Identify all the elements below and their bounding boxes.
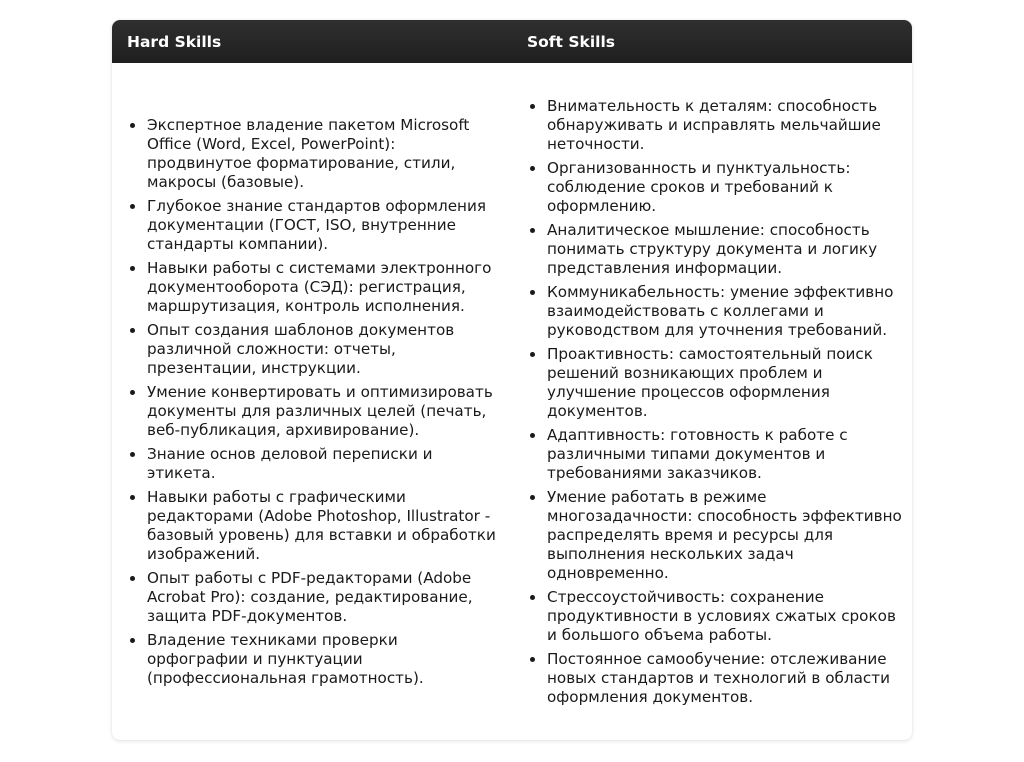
hard-skills-column [112,63,512,740]
list-item: Аналитическое мышление: способность понимать структуру документа и логику представления информации. [547,221,902,278]
list-item: Организованность и пунктуальность: соблюдение сроков и требований к оформлению. [547,159,902,216]
list-item: Стрессоустойчивость: сохранение продуктивности в условиях сжатых сроков и большого объема работы. [547,588,902,645]
list-item: Знание основ деловой переписки и этикета. [147,445,502,483]
list-item: Умение конвертировать и оптимизировать документы для различных целей (печать, веб-публикация, архивирование). [147,383,502,440]
list-item: Владение техниками проверки орфографии и пунктуации (профессиональная грамотность). [147,631,502,688]
header-soft-skills: Soft Skills [527,32,615,51]
list-item: Коммуникабельность: умение эффективно взаимодействовать с коллегами и руководством для уточнения требований. [547,283,902,340]
soft-skills-list [512,97,912,707]
list-item: Проактивность: самостоятельный поиск решений возникающих проблем и улучшение процессов оформления документов. [547,345,902,421]
list-item: Экспертное владение пакетом Microsoft Office (Word, Excel, PowerPoint): продвинутое форматирование, стили, макросы (базовые). [147,116,502,192]
list-item: Опыт работы с PDF-редакторами (Adobe Acrobat Pro): создание, редактирование, защита PDF-документов. [147,569,502,626]
table-header [112,20,912,63]
list-item: Постоянное самообучение: отслеживание новых стандартов и технологий в области оформления документов. [547,650,902,707]
list-item: Внимательность к деталям: способность обнаруживать и исправлять мельчайшие неточности. [547,97,902,154]
list-item: Навыки работы с системами электронного документооборота (СЭД): регистрация, маршрутизация, контроль исполнения. [147,259,502,316]
table-body [112,63,912,740]
skills-table [112,20,912,740]
list-item: Навыки работы с графическими редакторами (Adobe Photoshop, Illustrator - базовый уровень) для вставки и обработки изображений. [147,488,502,564]
list-item: Умение работать в режиме многозадачности: способность эффективно распределять время и ресурсы для выполнения нескольких задач одновременно. [547,487,902,582]
hard-skills-list [112,116,512,688]
header-hard-skills: Hard Skills [127,32,222,51]
soft-skills-column [512,63,912,740]
list-item: Глубокое знание стандартов оформления документации (ГОСТ, ISO, внутренние стандарты компании). [147,197,502,254]
list-item: Адаптивность: готовность к работе с различными типами документов и требованиями заказчиков. [547,426,902,483]
list-item: Опыт создания шаблонов документов различной сложности: отчеты, презентации, инструкции. [147,321,502,378]
